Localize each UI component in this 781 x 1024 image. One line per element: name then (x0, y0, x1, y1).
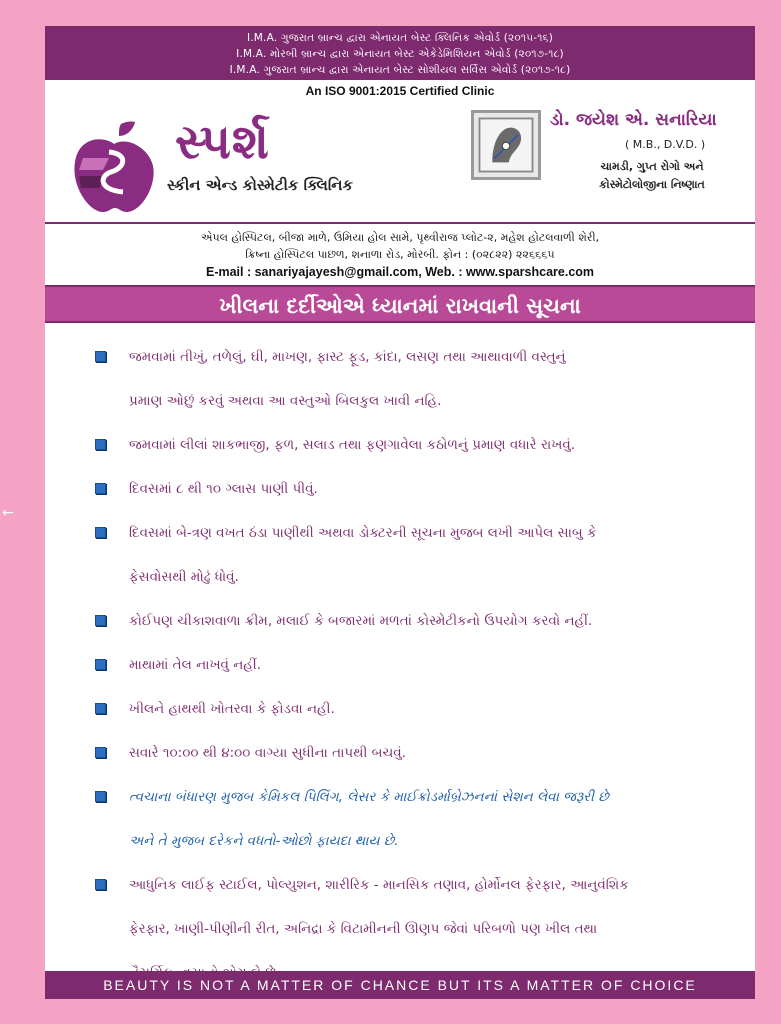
apple-logo-icon (69, 118, 159, 214)
list-item-text: દિવસમાં ૮ થી ૧૦ ગ્લાસ પાણી પીવું. (129, 481, 318, 497)
list-item-text: ખીલને હાથથી ખોતરવા કે ફોડવા નહી. (129, 701, 335, 717)
list-item-text: ત્વચાના બંધારણ મુજબ કેમિકલ પિલિંગ, લેસર કે માઈક્રોડર્માબ્રેઝનનાં સેશન લેવા જરૂરી છે (129, 789, 609, 805)
list-item-text: આધુનિક લાઈફ સ્ટાઈલ, પોલ્યુશન, શારીરિક - માનસિક તણાવ, હોર્મોનલ ફેરફાર, આનુવંશિક (129, 877, 629, 893)
list-item-text: ફેસવોસથી મોઢું ધોવું. (129, 569, 239, 585)
square-bullet-icon (95, 791, 106, 802)
doctor-specialty (567, 158, 737, 194)
list-item (95, 599, 735, 643)
list-item (95, 467, 735, 511)
footer-tagline: BEAUTY IS NOT A MATTER OF CHANCE BUT ITS A MATTER OF CHOICE (45, 971, 755, 999)
clinic-name: સ્પર્શ (175, 114, 270, 170)
square-bullet-icon (95, 439, 106, 450)
notice-title: ખીલના દર્દીઓએ ધ્યાનમાં રાખવાની સૂચના (45, 285, 755, 323)
list-item-text: પ્રમાણ ઓછું કરવું અથવા આ વસ્તુઓ બિલકુલ ખાવી નહિ. (129, 393, 442, 409)
award-line: I.M.A. ગુજરાત બ્રાન્ચ દ્વારા એનાયત બેસ્ટ ક્લિનિક એવોર્ડ (૨૦૧૫-૧૬) (246, 32, 554, 44)
address-line: ક્રિષ્ના હોસ્પિટલ પાછળ, શનાળા રોડ, મોરબી. ફોન : (૦૨૮૨૨) ૨૨૬૬૬૫ (245, 248, 555, 261)
doctor-name: ડો. જયેશ એ. સનારિયા (550, 110, 717, 130)
list-item-text: ફેરફાર, ખાણી-પીણીની રીત, અનિદ્રા કે વિટામીનની ઊણપ જેવાં પરિબળો પણ ખીલ તથા (129, 921, 598, 937)
list-item (95, 687, 735, 731)
instructions-list (45, 323, 755, 995)
list-item-text: અને તે મુજબ દરેકને વધતો-ઓછો ફાયદા થાય છે. (129, 833, 399, 849)
clinic-address (45, 224, 755, 263)
square-bullet-icon (95, 659, 106, 670)
list-item-text: જમવામાં લીલાં શાકભાજી, ફળ, સલાડ તથા ફણગાવેલા કઠોળનું પ્રમાણ વધારે રાખવું. (129, 437, 576, 453)
poster (45, 26, 755, 999)
square-bullet-icon (95, 747, 106, 758)
doctor-specialty-line: કોસ્મેટોલોજીના નિષ્ણાત (599, 178, 705, 191)
contact-info: E-mail : sanariyajayesh@gmail.com, Web. : www.sparshcare.com (205, 265, 595, 279)
list-item (95, 775, 735, 863)
awards-banner (45, 26, 755, 80)
address-line: એપલ હોસ્પિટલ, બીજા માળે, ઉમિયા હોલ સામે, પૃથ્વીરાજ પ્લોટ-૨, મહેશ હોટલવાળી શેરી, (200, 231, 600, 244)
list-item (95, 423, 735, 467)
list-item-text: માથામાં તેલ નાખવું નહીં. (129, 657, 262, 673)
list-item (95, 511, 735, 599)
list-item-text: કોઈપણ ચીકાશવાળા ક્રીમ, મલાઈ કે બજારમાં મળતાં કોસ્મેટીકનો ઉપયોગ કરવો નહીં. (129, 613, 593, 629)
doctor-specialty-line: ચામડી, ગુપ્ત રોગો અને (600, 160, 704, 173)
doctor-degree: ( M.B., D.V.D. ) (625, 138, 706, 151)
left-arrow-icon: ← (2, 505, 14, 521)
list-item-text: સવારે ૧૦:૦૦ થી ૪:૦૦ વાગ્યા સુધીના તાપથી બચવું. (129, 745, 406, 761)
clinic-subtitle: સ્કીન એન્ડ કોસ્મેટીક ક્લિનિક (167, 176, 354, 194)
list-item-text: જમવામાં તીખું, તળેલું, ઘી, માખણ, ફાસ્ટ ફૂડ, કાંદા, લસણ તથા આથાવાળી વસ્તુનું (129, 349, 566, 365)
square-bullet-icon (95, 527, 106, 538)
square-bullet-icon (95, 703, 106, 714)
square-bullet-icon (95, 351, 106, 362)
award-line: I.M.A. ગુજરાત બ્રાન્ચ દ્વારા એનાયત બેસ્ટ સોશીયલ સર્વિસ એવોર્ડ (૨૦૧૭-૧૮) (229, 64, 571, 76)
iso-certification: An ISO 9001:2015 Certified Clinic (305, 84, 495, 98)
list-item-text: દિવસમાં બે-ત્રણ વખત ઠંડા પાણીથી અથવા ડોક્ટરની સૂચના મુજબ લખી આપેલ સાબુ કે (129, 525, 597, 541)
square-bullet-icon (95, 879, 106, 890)
list-item (95, 643, 735, 687)
square-bullet-icon (95, 615, 106, 626)
list-item (95, 335, 735, 423)
square-bullet-icon (95, 483, 106, 494)
doctor-emblem-icon (471, 110, 541, 180)
award-line: I.M.A. મોરબી બ્રાન્ચ દ્વારા એનાયત બેસ્ટ એકેડેમિશિયન એવોર્ડ (૨૦૧૭-૧૮) (236, 48, 564, 60)
clinic-header (45, 98, 755, 216)
list-item (95, 731, 735, 775)
